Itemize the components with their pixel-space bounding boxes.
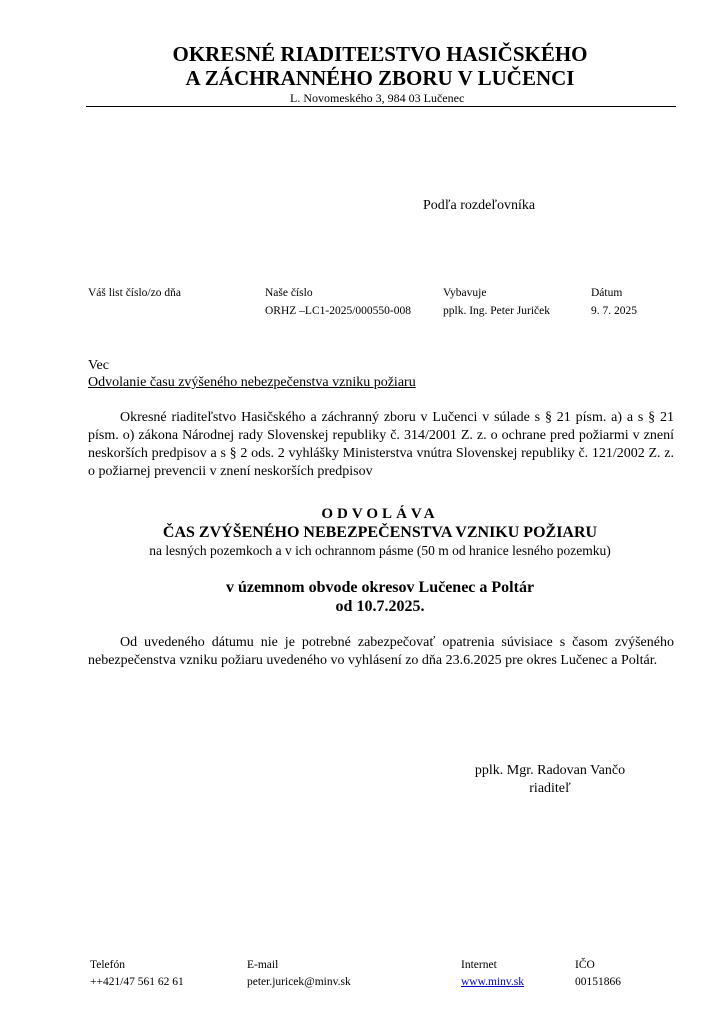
decree-title: ČAS ZVÝŠENÉHO NEBEZPEČENSTVA VZNIKU POŽIARU xyxy=(162,524,598,541)
our-ref-value: ORHZ –LC1-2025/000550-008 xyxy=(265,305,411,317)
decree-verb: ODVOLÁVA xyxy=(321,506,439,522)
date-value: 9. 7. 2025 xyxy=(591,305,637,317)
footer-web-link[interactable]: www.minv.sk xyxy=(461,976,525,988)
intro-paragraph-text: Okresné riaditeľstvo Hasičského a záchranný zboru v Lučenci v súlade s § 21 písm. a) a s § 21 písm. o) zákona Národnej rady Slovenskej republiky č. 314/2001 Z. z. o ochrane pred požiarmi v znení neskorších predpisov a s § 2 ods. 2 vyhlášky Ministerstva vnútra Slovenskej republiky č. 121/2002 Z. z. o požiarnej prevencii v znení neskorších predpisov xyxy=(88,410,674,479)
footer-ico-label: IČO xyxy=(575,959,595,971)
footer-phone-value: ++421/47 561 62 61 xyxy=(90,976,184,988)
organization-title-line1: OKRESNÉ RIADITEĽSTVO HASIČSKÉHO xyxy=(172,42,588,66)
intro-paragraph xyxy=(88,409,674,481)
closing-paragraph-text: Od uvedeného dátumu nie je potrebné zabezpečovať opatrenia súvisiace s časom zvýšeného nebezpečenstva vzniku požiaru uvedeného vo vyhlásení zo dňa 23.6.2025 pre okres Lučenec a Poltár. xyxy=(88,635,674,668)
decree-region-line1: v územnom obvode okresov Lučenec a Poltár xyxy=(225,579,535,596)
footer-phone-label: Telefón xyxy=(90,959,125,971)
decree-effective-date: od 10.7.2025. xyxy=(335,598,425,615)
organization-title-line2: A ZÁCHRANNÉHO ZBORU V LUČENCI xyxy=(185,66,575,90)
handled-by-value: pplk. Ing. Peter Juriček xyxy=(443,305,550,317)
footer-ico-value: 00151866 xyxy=(575,976,621,988)
organization-title xyxy=(0,42,725,90)
subject-text: Odvolanie času zvýšeného nebezpečenstva vzniku požiaru xyxy=(88,375,416,390)
your-ref-label: Váš list číslo/zo dňa xyxy=(88,287,181,299)
signature-name: pplk. Mgr. Radovan Vančo xyxy=(474,763,626,778)
date-label: Dátum xyxy=(591,287,623,299)
footer-web-label: Internet xyxy=(461,959,497,971)
signature-role: riaditeľ xyxy=(529,781,571,796)
header-divider xyxy=(86,106,676,107)
closing-paragraph xyxy=(88,634,674,670)
decree-subtitle: na lesných pozemkoch a v ich ochrannom pásme (50 m od hranice lesného pozemku) xyxy=(149,543,611,558)
handled-by-label: Vybavuje xyxy=(443,287,487,299)
decree-region xyxy=(0,578,725,616)
our-ref-label: Naše číslo xyxy=(265,287,313,299)
recipient: Podľa rozdeľovníka xyxy=(423,198,536,213)
footer-email-value: peter.juricek@minv.sk xyxy=(247,976,351,988)
subject-label: Vec xyxy=(88,358,109,373)
signature-block xyxy=(440,762,660,798)
organization-address: L. Novomeského 3, 984 03 Lučenec xyxy=(290,91,465,105)
footer-email-label: E-mail xyxy=(247,959,279,971)
